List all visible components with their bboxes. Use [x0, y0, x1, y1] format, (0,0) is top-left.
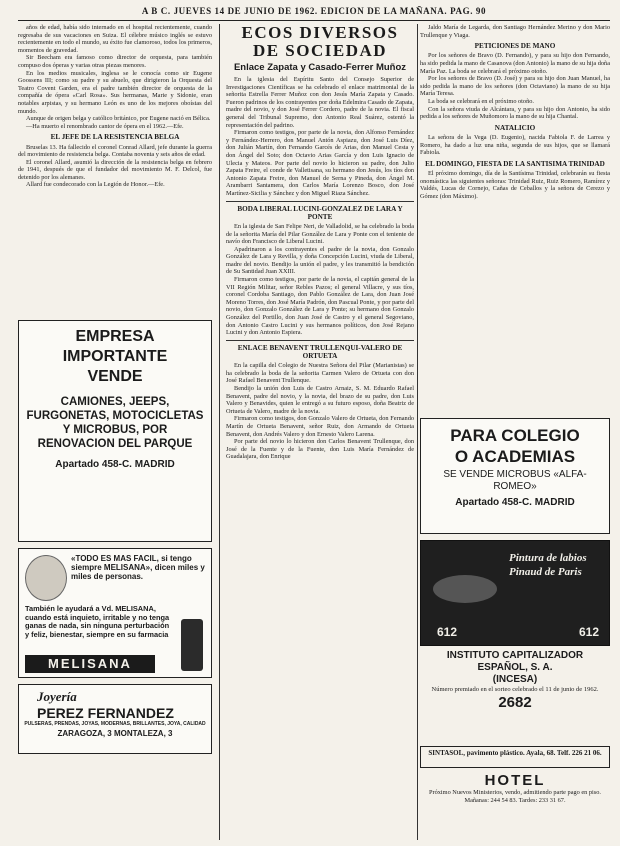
article-heading: BODA LIBERAL LUCINI-GONZALEZ DE LARA Y PONTE [237, 204, 403, 221]
ad-contact: Apartado 458-C. MADRID [55, 459, 175, 470]
column-society [226, 24, 414, 844]
article-paragraph: El coronel Allard, asumió la dirección de la resistencia belga en febrero de 1941, después de que el fundador del movimiento M. F. Delcol, fue detenido por los alemanes. [18, 158, 212, 181]
article-paragraph: Con la señora viuda de Alcántara, y para su hijo don Antonio, ha sido pedida a los señores de Muñomoro la mano de su hija Chantal. [420, 105, 610, 121]
article-paragraph: Aunque de origen belga y católico británico, por Eugene nació en Bélica. [26, 115, 211, 123]
article-paragraph: Apadrinaron a los contrayentes el padre de la novia, don Gonzalo González de Lara y Revilla, y doña Concepción Lucini, viuda de Liberal, madre del novio. Bendijo la unión el padre, y les transmitió la bendición de Su Santidad Juan XXIII. [226, 245, 414, 276]
ad-body: Próximo Nuevos Ministerios, vendo, admitiendo parte pago en piso. Mañanas: 244 54 83. Tardes: 233 31 67. [429, 789, 601, 804]
ad-body: También le ayudará a Vd. MELISANA, cuando está inquieto, irritable y no tenga ganas de nada, sin ninguna perturbación y feliz, bienestar, siempre en su farmacia [25, 604, 170, 639]
divider [226, 201, 414, 202]
notice-body: Número premiado en el sorteo celebrado el 11 de junio de 1962. [431, 686, 599, 693]
ad-empresa-vende [18, 320, 212, 542]
ad-title: Joyería [37, 689, 77, 704]
ad-tagline: PULSERAS, PRENDAS, JOYAS, MODERNAS, BRILLANTES, JOYA, CALIDAD [24, 721, 206, 727]
ad-headline: «TODO ES MAS FACIL, si tengo siempre MELISANA», dicen miles y miles de personas. [71, 554, 205, 581]
ad-body: SE VENDE MICROBUS «ALFA-ROMEO» [443, 469, 587, 492]
ad-hotel [420, 772, 610, 842]
ad-address: ZARAGOZA, 3 MONTALEZA, 3 [57, 729, 173, 738]
article-paragraph: Sir Beecham era famoso como director de orquesta, para también compuso dos óperas y varias otras piezas menores. [18, 54, 212, 69]
column-society-continued [420, 24, 610, 414]
article-paragraph: —Ha muerto el renombrado cantor de ópera en el 1962.—Efe. [26, 122, 184, 130]
ad-title: EMPRESA IMPORTANTE [62, 328, 168, 365]
article-paragraph: Por parte del novio lo hicieron don Carlos Benavent Trullenque, don José de la Fuente y de la Fuente, don Luis María Fernández de Guadalajara, don Enrique [226, 438, 414, 461]
ad-title: HOTEL [484, 772, 546, 789]
ad-title: PARA COLEGIO [450, 426, 580, 445]
ad-body: CAMIONES, JEEPS, FURGONETAS, MOTOCICLETAS Y MICROBUS, POR RENOVACION DEL PARQUE [26, 396, 204, 450]
article-paragraph: Firmaron como testigos, por parte de la novia, don Alfonso Fernández y Fernández-Herrero, don Manuel Antón Aspiazu, don José Luis Díez, don Julián Martín, don Fernando Garcés de Arias, don Manuel Cesta y don Ángel del Soto; don Octavio Arias García y don Luis Ignacio de Ulecia y Mateos. Por parte del novio lo hicieron su padre, don Julio Zapata Freire, el conde de Valletisana, su hermano don Jesús, los tíos don Antonio Zapata Freire, don Manuel de Serna y Pineda, don Ángel M. Arambarri Santamera, don Carlos María Lorenzo Bosco, don José Martínez-Sicilia y Sánchez y don Miguel Riaza Sánchez. [226, 129, 414, 197]
article-heading: PETICIONES DE MANO [474, 42, 556, 51]
column-divider [219, 24, 220, 840]
article-paragraph: El próximo domingo, día de la Santísima Trinidad, celebrarán su fiesta onomástica las siguientes señoras: Trinidad Ruiz, Ruiz Romero, Ramírez y Valdés, Lucas de Cornejo, Cañas de Ceballos y la señora de Cerezo y Gómez (don Máximo). [420, 169, 610, 200]
article-paragraph: En la capilla del Colegio de Nuestra Señora del Pilar (Marianistas) se ha celebrado la boda de la señorita Carmen Valero de Ortueta con don José Rafael Benavent Trullenque. [226, 362, 414, 385]
article-paragraph: Por los señores de Bravo (D. Fernando), y para su hijo don Fernando, ha sido pedida la mano de Casanova (don Antonio) la mano de su hija doña María Paz. La boda se celebrará el próximo otoño. [420, 52, 610, 75]
article-heading: ENLACE BENAVENT TRULLENQUI-VALERO DE ORTUETA [237, 343, 403, 361]
notice-title: (INCESA) [492, 674, 538, 685]
article-paragraph: En los medios musicales, inglesa se le conocía como sir Eugene Goossens III; como su padre y su abuelo, que dirigieron la Orquesta del Teatro Covent Garden, era el padre también director de orquesta de la compañía de ópera «Carl Rosa». Sus hermanas, Marie y Sidonie, eran notables arpistas, y su hermano León es uno de los mejores oboístas del mundo. [18, 69, 212, 115]
ad-sintasol: SINTASOL, pavimento plástico. Ayala, 68. Telf. 226 21 06. [420, 746, 610, 768]
article-heading: EL DOMINGO, FIESTA DE LA SANTISIMA TRINIDAD [425, 159, 605, 168]
article-paragraph: Jaldo María de Legarda, don Santiago Hernández Merino y don Mario Trullenque y Viaga. [420, 24, 610, 39]
winning-number: 2682 [498, 694, 532, 711]
article-paragraph: En la iglesia del Espíritu Santo del Consejo Superior de Investigaciones Científicas se ha celebrado el enlace matrimonial de la señorita Estrella Ferrer Muñoz con don Jesús María Zapata y Casado. Fueron padrinos de los contrayentes por doña Edelmira Casado de Zapata, madre del novio, y don José Ferrer Cordero, padre de la novia. El fiscal general del Tribunal Supremo, don Antonio Real Suárez, ostentó la representación del padrino. [226, 76, 414, 129]
notice-title: INSTITUTO CAPITALIZADOR [446, 650, 584, 661]
article-paragraph: La boda se celebrará en el próximo otoño. [428, 97, 534, 105]
ad-melisana [18, 548, 212, 678]
article-paragraph: Allard fue condecorado con la Legión de Honor.—Efe. [26, 181, 165, 189]
article-paragraph: Firmaron como testigos, don Gonzalo Valero de Ortueta, don Fernando Martín de Ortueta Benavent, señor Ruiz, don Armando de Ortueta Benavent, don Andrés Valero y don Ernesto Valero Larena. [226, 415, 414, 438]
ad-title: VENDE [87, 368, 143, 385]
section-title: ECOS DIVERSOS DE SOCIEDAD [241, 24, 399, 60]
divider [226, 340, 414, 341]
column-divider [417, 24, 418, 840]
article-heading: NATALICIO [494, 123, 536, 132]
ad-colegio-microbus [420, 418, 610, 534]
article-paragraph: Bruselas 13. Ha fallecido el coronel Conrad Allard, jefe durante la guerra del movimiento de resistencia belga. Contaba noventa y seis años de edad. [18, 143, 212, 159]
page-header: A B C. JUEVES 14 DE JUNIO DE 1962. EDICION DE LA MAÑANA. PAG. 90 [18, 6, 610, 21]
instituto-notice [420, 650, 610, 712]
article-paragraph: Firmaron como testigos, por parte de la novia, el capitán general de la VII Región Militar, señor Rebles Pazos; el general Villacre, y sus tíos, coronel Cordoba Santiago, don Pablo González de Lara, don Juan José Moreno Torres, don José María Padrón, don Pascual Ponte, y por parte del novio, don Gonzalo González de Lara y Ponte; su hermano don Gonzalo González del Portillo, don Juan José de Castro y el general Segoviano, don Antonio Castro Lucini y sus hermanos políticos, don José Rejano Lucini y don Antonio Espiera. [226, 276, 414, 337]
article-subtitle: Enlace Zapata y Casado-Ferrer Muñoz [233, 62, 407, 73]
bottle-illustration [181, 619, 203, 671]
lips-illustration [433, 575, 497, 603]
ad-title: O ACADEMIAS [454, 447, 576, 466]
article-paragraph: Por los señores de Bravo (D. José) y para su hijo don Juan Manuel, ha sido pedida la mano de los señores (don Octaviano) la mano de su hija María Teresa. [420, 75, 610, 98]
woman-face-illustration [25, 555, 67, 601]
ad-price: 612 [578, 625, 599, 639]
melisana-logo: MELISANA [25, 655, 155, 673]
article-paragraph: En la iglesia de San Felipe Neri, de Valladolid, se ha celebrado la boda de la señorita María del Pilar González de Lara y Ponte con el teniente de navío don Francisco de Liberal Lucini. [226, 222, 414, 246]
article-paragraph: La señora de la Vega (D. Eugenio), nacida Fabiola F. de Larrea y Romero, ha dado a luz una niña, segunda de sus hijos, que se llamará Fabiola. [420, 133, 610, 157]
ad-pintura-labios [420, 540, 610, 646]
notice-title: ESPAÑOL, S. A. [477, 662, 553, 673]
article-heading: EL JEFE DE LA RESISTENCIA BELGA [50, 133, 180, 142]
ad-title: Pintura de labios Pinaud de Paris [509, 552, 587, 578]
article-paragraph: Bendijo la unión don Luis de Castro Arnaiz, S. M. Eduardo Rafael Benavent, padre del novio, y la novia, del brazo de su padre, don Luis Valero y Benavides, quien le entregó a su futuro esposo, doña Beatriz de Ortueta de Valero, madre de la novia. [226, 385, 414, 415]
ad-price: 612 [437, 625, 458, 639]
ad-joyeria [18, 684, 212, 754]
ad-contact: Apartado 458-C. MADRID [455, 497, 575, 508]
article-paragraph: años de edad, había sido internado en el hospital recientemente, cuando regresaba de sus vacaciones en Suiza. El célebre músico inglés se estuvo recientemente en todo el mundo, su éxito fue clamoroso, todos los primeros, momentos de gravedad. [18, 24, 212, 54]
ad-title: PEREZ FERNANDEZ [37, 705, 174, 721]
